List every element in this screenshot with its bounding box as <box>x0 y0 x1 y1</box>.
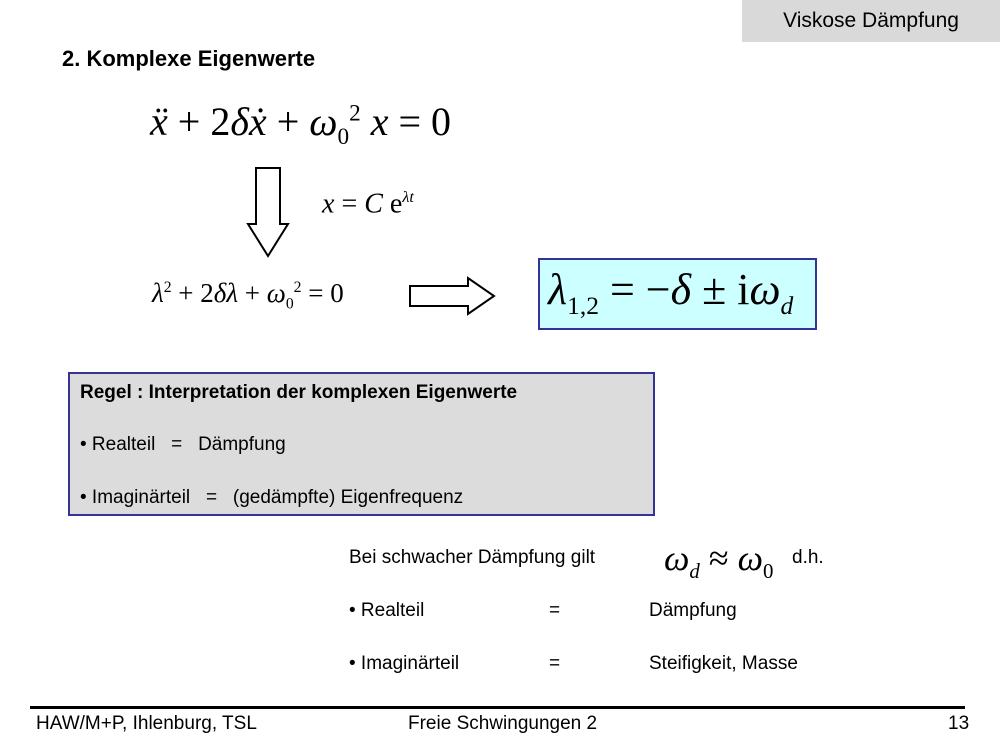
characteristic-equation: $\lambda^2 + 2\delta\lambda + \omega_0^2 = 0$ <box>152 278 344 313</box>
arrow-right-icon <box>408 276 496 316</box>
rule-title: Regel : Interpretation der komplexen Eigenwerte <box>80 382 518 403</box>
list-item-label: • Imaginärteil <box>349 653 460 674</box>
rule-box <box>68 372 655 516</box>
footer-title: Freie Schwingungen 2 <box>408 713 598 734</box>
topic-tag: Viskose Dämpfung <box>742 0 1000 42</box>
dh-text: d.h. <box>792 547 824 568</box>
eigenvalue-equation: $\lambda_{1,2} = -\delta \pm i\omega_d$ <box>548 265 794 320</box>
list-item-equals: = <box>549 653 561 674</box>
rule-item-imaginaerteil: • Imaginärteil = (gedämpfte) Eigenfrequenz <box>80 487 464 508</box>
footer-divider <box>30 706 965 709</box>
list-item-value: Steifigkeit, Masse <box>649 653 798 674</box>
approximation-equation: $\omega_d \approx \omega_0$ <box>664 538 774 584</box>
weak-damping-text: Bei schwacher Dämpfung gilt <box>349 547 596 568</box>
footer-author: HAW/M+P, Ihlenburg, TSL <box>36 713 257 734</box>
rule-item-realteil: • Realteil = Dämpfung <box>80 434 286 455</box>
list-item-label: • Realteil <box>349 600 425 621</box>
eigenvalue-result-box <box>538 258 817 330</box>
page-number: 13 <box>948 713 970 734</box>
page-title: 2. Komplexe Eigenwerte <box>62 46 316 71</box>
list-item-equals: = <box>549 600 561 621</box>
equation-of-motion: ẍ + 2δẋ + $\omega_0^2$ x = 0 <box>150 99 452 150</box>
arrow-down-icon <box>246 166 290 260</box>
ansatz-equation: x = C $e^{\lambda t}$ <box>322 188 414 220</box>
list-item-value: Dämpfung <box>649 600 737 621</box>
